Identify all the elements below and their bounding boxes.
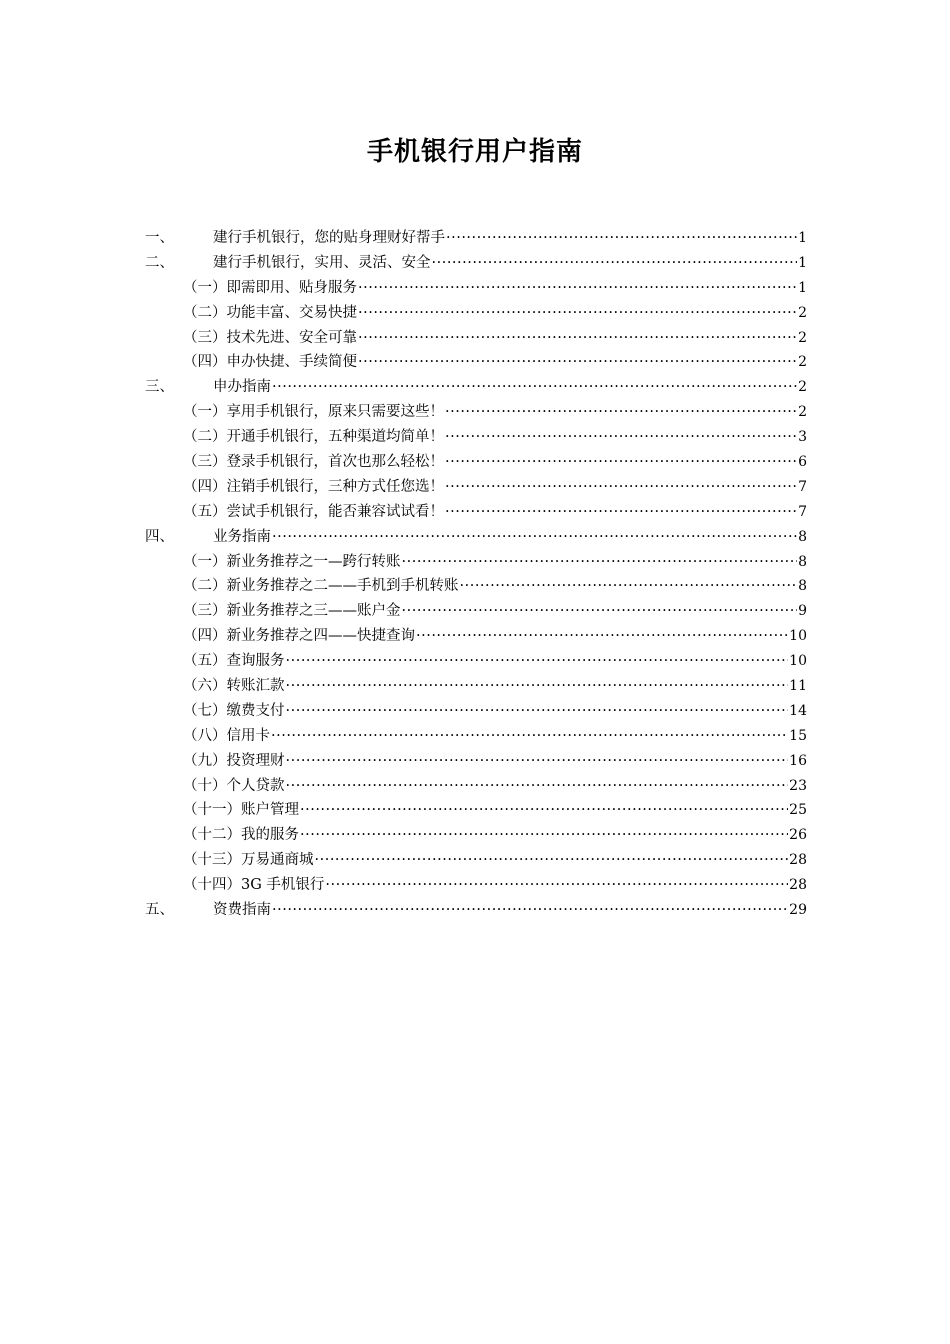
toc-dot-leader: [416, 624, 788, 649]
toc-page-number: 25: [789, 802, 807, 819]
toc-entry-title: （五）查询服务: [183, 653, 285, 670]
toc-dot-leader: [445, 400, 797, 425]
toc-entry[interactable]: [145, 525, 807, 550]
toc-entry-title: 业务指南: [213, 528, 271, 545]
toc-dot-leader: [358, 326, 797, 351]
table-of-contents: [145, 226, 807, 923]
toc-entry[interactable]: [145, 500, 807, 525]
toc-page-number: 28: [789, 877, 807, 894]
toc-page-number: 1: [798, 230, 807, 246]
toc-page-number: 2: [798, 354, 807, 371]
toc-entry-title: （九）投资理财: [183, 752, 285, 769]
toc-page-number: 23: [789, 777, 807, 794]
toc-dot-leader: [272, 525, 797, 550]
toc-entry[interactable]: [145, 798, 807, 823]
toc-dot-leader: [445, 475, 797, 500]
toc-page-number: 2: [798, 329, 807, 346]
toc-entry-title: （十四）3G 手机银行: [183, 877, 325, 894]
toc-entry[interactable]: [145, 475, 807, 500]
toc-entry[interactable]: [145, 425, 807, 450]
toc-entry[interactable]: [145, 574, 807, 599]
toc-dot-leader: [402, 550, 798, 575]
toc-page-number: 7: [798, 478, 807, 495]
toc-entry-title: （一）新业务推荐之一—跨行转账: [183, 553, 401, 570]
toc-entry-title: 资费指南: [213, 902, 271, 919]
toc-entry[interactable]: [145, 226, 807, 251]
toc-dot-leader: [358, 301, 797, 326]
toc-page-number: 9: [798, 603, 807, 620]
toc-entry[interactable]: [145, 450, 807, 475]
toc-entry-title: （十三）万易通商城: [183, 852, 314, 869]
toc-page-number: 28: [789, 852, 807, 869]
toc-dot-leader: [445, 450, 797, 475]
toc-entry-title: （四）新业务推荐之四——快捷查询: [183, 628, 415, 645]
toc-entry-title: 申办指南: [213, 379, 271, 396]
toc-entry[interactable]: [145, 898, 807, 923]
toc-page-number: 3: [798, 429, 807, 446]
toc-page-number: 8: [798, 553, 807, 570]
toc-entry-number: 四、: [145, 528, 174, 545]
toc-entry[interactable]: [145, 724, 807, 749]
toc-entry-title: （一）享用手机银行，原来只需要这些！: [183, 404, 444, 421]
toc-entry-title: （三）登录手机银行，首次也那么轻松！: [183, 454, 444, 471]
toc-dot-leader: [272, 375, 797, 400]
toc-entry[interactable]: [145, 251, 807, 276]
toc-entry[interactable]: [145, 873, 807, 898]
page-title: 手机银行用户指南: [366, 137, 583, 167]
toc-dot-leader: [286, 699, 789, 724]
toc-page-number: 1: [798, 279, 807, 296]
toc-entry[interactable]: [145, 550, 807, 575]
toc-page-number: 1: [798, 254, 807, 271]
toc-entry-title: （二）开通手机银行，五种渠道均简单！: [183, 429, 444, 446]
toc-entry-title: （四）申办快捷、手续简便: [183, 354, 357, 371]
toc-entry-title: 建行手机银行，实用、灵活、安全: [213, 254, 431, 271]
toc-dot-leader: [286, 774, 789, 799]
toc-page-number: 7: [798, 503, 807, 520]
toc-entry[interactable]: [145, 375, 807, 400]
toc-dot-leader: [325, 873, 788, 898]
toc-entry[interactable]: [145, 400, 807, 425]
toc-entry[interactable]: [145, 848, 807, 873]
toc-entry[interactable]: [145, 823, 807, 848]
toc-entry-title: （一）即需即用、贴身服务: [183, 279, 357, 296]
toc-page-number: 6: [798, 454, 807, 471]
toc-page-number: 2: [798, 304, 807, 321]
toc-page-number: 15: [789, 727, 807, 744]
toc-entry[interactable]: [145, 774, 807, 799]
toc-entry-number: 五、: [145, 902, 174, 919]
toc-entry[interactable]: [145, 674, 807, 699]
toc-dot-leader: [286, 649, 789, 674]
toc-page-number: 11: [789, 678, 807, 695]
toc-dot-leader: [460, 574, 798, 599]
toc-dot-leader: [432, 251, 798, 276]
toc-entry-number: 三、: [145, 379, 174, 396]
toc-entry[interactable]: [145, 624, 807, 649]
toc-entry-title: （七）缴费支付: [183, 702, 285, 719]
toc-dot-leader: [286, 674, 789, 699]
toc-entry-number: 一、: [145, 230, 174, 246]
toc-entry-title: （六）转账汇款: [183, 678, 285, 695]
toc-entry[interactable]: [145, 699, 807, 724]
toc-dot-leader: [402, 599, 798, 624]
toc-page-number: 26: [789, 827, 807, 844]
toc-dot-leader: [300, 823, 788, 848]
toc-page-number: 2: [798, 404, 807, 421]
toc-entry[interactable]: [145, 301, 807, 326]
toc-entry-title: （十二）我的服务: [183, 827, 299, 844]
toc-entry-title: （十一）账户管理: [183, 802, 299, 819]
toc-entry-title: （十）个人贷款: [183, 777, 285, 794]
toc-page-number: 14: [789, 702, 807, 719]
toc-entry-title: （二）新业务推荐之二——手机到手机转账: [183, 578, 459, 595]
toc-entry[interactable]: [145, 649, 807, 674]
toc-entry-title: （四）注销手机银行，三种方式任您选！: [183, 478, 444, 495]
toc-entry-title: （五）尝试手机银行，能否兼容试试看！: [183, 503, 444, 520]
toc-entry[interactable]: [145, 326, 807, 351]
toc-entry[interactable]: [145, 749, 807, 774]
toc-entry-title: （八）信用卡: [183, 727, 270, 744]
toc-dot-leader: [272, 898, 788, 923]
toc-entry-title: （二）功能丰富、交易快捷: [183, 304, 357, 321]
toc-dot-leader: [445, 500, 797, 525]
toc-entry-title: （三）新业务推荐之三——账户金: [183, 603, 401, 620]
toc-entry-title: 建行手机银行，您的贴身理财好帮手: [213, 230, 445, 246]
toc-entry[interactable]: [145, 599, 807, 624]
toc-page-number: 10: [789, 653, 807, 670]
toc-entry-title: （三）技术先进、安全可靠: [183, 329, 357, 346]
toc-page-number: 8: [798, 528, 807, 545]
toc-entry[interactable]: [145, 276, 807, 301]
toc-dot-leader: [358, 276, 797, 301]
toc-page-number: 29: [789, 902, 807, 919]
toc-dot-leader: [300, 798, 788, 823]
toc-page-number: 16: [789, 752, 807, 769]
toc-entry-number: 二、: [145, 254, 174, 271]
toc-dot-leader: [358, 350, 797, 375]
toc-page-number: 2: [798, 379, 807, 396]
toc-page-number: 8: [798, 578, 807, 595]
toc-dot-leader: [286, 749, 789, 774]
toc-dot-leader: [445, 425, 797, 450]
toc-entry[interactable]: [145, 350, 807, 375]
toc-page-number: 10: [789, 628, 807, 645]
toc-dot-leader: [446, 226, 797, 251]
toc-dot-leader: [271, 724, 788, 749]
toc-dot-leader: [315, 848, 789, 873]
